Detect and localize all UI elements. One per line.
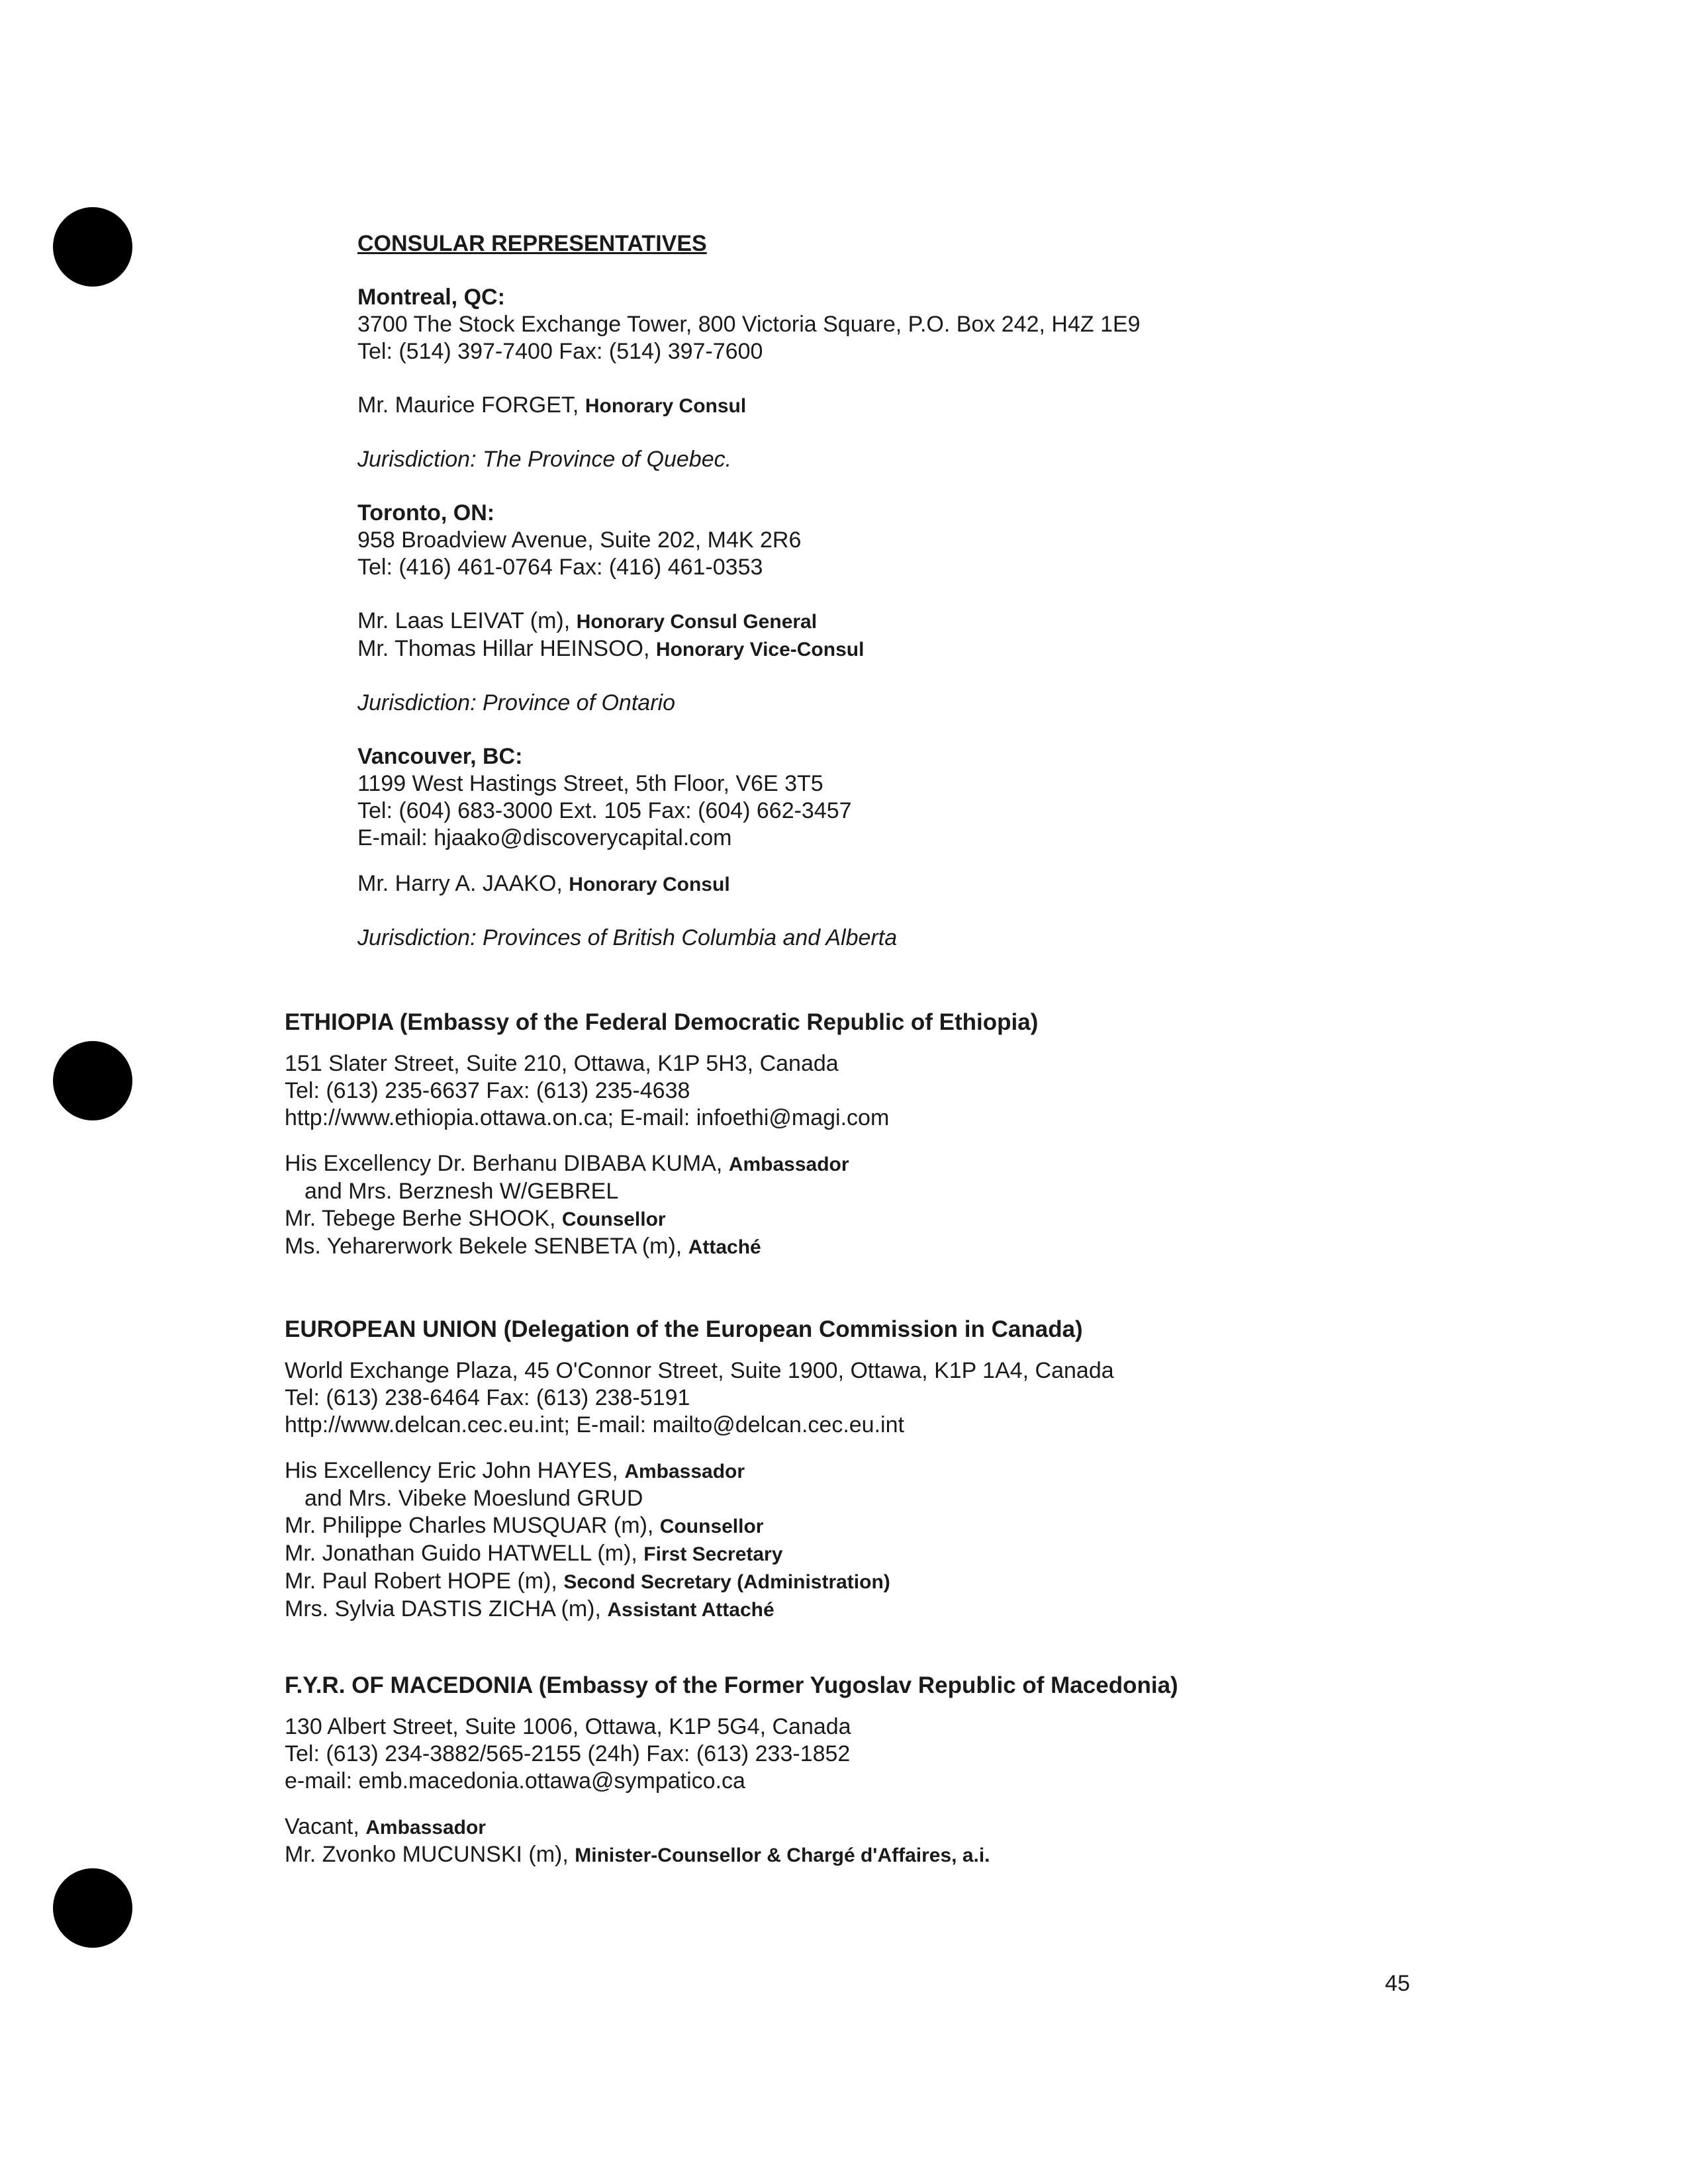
person-entry <box>285 1596 1609 1623</box>
person-name: Mr. Zvonko MUCUNSKI (m), <box>285 1842 569 1867</box>
person-entry <box>285 1540 1609 1568</box>
binder-hole <box>53 1868 132 1948</box>
binder-hole <box>53 1041 132 1120</box>
person-title: Honorary Vice-Consul <box>655 639 865 660</box>
person-entry <box>357 608 1615 635</box>
person-title: Counsellor <box>659 1516 764 1537</box>
person-entry <box>285 1150 1609 1178</box>
person-entry <box>285 1178 1609 1205</box>
org-address: 130 Albert Street, Suite 1006, Ottawa, K1P 5G4, Canada <box>285 1714 851 1739</box>
org-web: e-mail: emb.macedonia.ottawa@sympatico.ca <box>285 1768 745 1794</box>
person-title: Honorary Consul <box>569 874 730 895</box>
page-number: 45 <box>1385 1971 1410 1996</box>
person-name: Mr. Paul Robert HOPE (m), <box>285 1569 557 1594</box>
office-phone: Tel: (416) 461-0764 Fax: (416) 461-0353 <box>357 555 763 580</box>
org-description: (Embassy of the Former Yugoslav Republic of Macedonia) <box>538 1672 1178 1698</box>
person-entry <box>285 1841 1609 1869</box>
office-city: Montreal, QC: <box>357 285 505 310</box>
org-title <box>285 1316 1609 1343</box>
person-name: Mr. Laas LEIVAT (m), <box>357 608 571 633</box>
office-phone: Tel: (604) 683-3000 Ext. 105 Fax: (604) 662-3457 <box>357 798 852 823</box>
office-address: 958 Broadview Avenue, Suite 202, M4K 2R6 <box>357 527 802 553</box>
org-address: World Exchange Plaza, 45 O'Connor Street, Suite 1900, Ottawa, K1P 1A4, Canada <box>285 1358 1114 1383</box>
person-title: Honorary Consul General <box>576 611 818 633</box>
person-title: Ambassador <box>728 1154 849 1175</box>
person-title: First Secretary <box>643 1543 783 1565</box>
person-entry <box>285 1512 1609 1540</box>
org-phone: Tel: (613) 238-6464 Fax: (613) 238-5191 <box>285 1385 690 1410</box>
org-web: http://www.delcan.cec.eu.int; E-mail: mailto@delcan.cec.eu.int <box>285 1412 904 1437</box>
person-title: Ambassador <box>624 1461 745 1482</box>
person-title: Ambassador <box>365 1817 486 1839</box>
consular-section <box>357 230 1615 952</box>
person-name: Mr. Maurice FORGET, <box>357 392 579 418</box>
person-entry <box>285 1568 1609 1596</box>
office-jurisdiction: Jurisdiction: The Province of Quebec. <box>357 447 732 472</box>
org-phone: Tel: (613) 235-6637 Fax: (613) 235-4638 <box>285 1078 690 1103</box>
person-title: Honorary Consul <box>585 395 747 417</box>
person-name: Ms. Yeharerwork Bekele SENBETA (m), <box>285 1234 682 1259</box>
person-name: Mr. Harry A. JAAKO, <box>357 871 563 896</box>
person-entry <box>357 392 1615 420</box>
office-jurisdiction: Jurisdiction: Provinces of British Columbia and Alberta <box>357 925 898 950</box>
person-name: Mr. Jonathan Guido HATWELL (m), <box>285 1541 637 1566</box>
org-web: http://www.ethiopia.ottawa.on.ca; E-mail: infoethi@magi.com <box>285 1105 890 1130</box>
org-title <box>285 1672 1609 1699</box>
person-name: Mrs. Sylvia DASTIS ZICHA (m), <box>285 1596 601 1621</box>
org-name: F.Y.R. OF MACEDONIA <box>285 1672 532 1698</box>
person-entry <box>285 1457 1609 1485</box>
person-entry <box>357 870 1615 898</box>
person-name: Mr. Philippe Charles MUSQUAR (m), <box>285 1513 654 1538</box>
person-title: Assistant Attaché <box>607 1599 774 1621</box>
person-entry <box>285 1233 1609 1261</box>
office-phone: Tel: (514) 397-7400 Fax: (514) 397-7600 <box>357 339 763 364</box>
org-title <box>285 1009 1609 1036</box>
person-name: and Mrs. Berznesh W/GEBREL <box>305 1179 619 1204</box>
office-email: E-mail: hjaako@discoverycapital.com <box>357 825 732 850</box>
org-name: ETHIOPIA <box>285 1009 393 1035</box>
binder-hole <box>53 207 132 287</box>
person-name: and Mrs. Vibeke Moeslund GRUD <box>305 1486 643 1511</box>
person-name: His Excellency Eric John HAYES, <box>285 1458 618 1483</box>
office-montreal <box>357 284 1615 473</box>
office-city: Vancouver, BC: <box>357 744 523 769</box>
office-jurisdiction: Jurisdiction: Province of Ontario <box>357 690 675 715</box>
person-name: Mr. Thomas Hillar HEINSOO, <box>357 636 650 661</box>
person-entry <box>357 635 1615 663</box>
org-description: (Delegation of the European Commission in Canada) <box>503 1316 1083 1342</box>
person-title: Counsellor <box>561 1208 666 1230</box>
org-description: (Embassy of the Federal Democratic Republic of Ethiopia) <box>399 1009 1039 1035</box>
person-title: Attaché <box>688 1236 761 1258</box>
org-name: EUROPEAN UNION <box>285 1316 497 1342</box>
org-address: 151 Slater Street, Suite 210, Ottawa, K1P 5H3, Canada <box>285 1051 839 1076</box>
section-heading: CONSULAR REPRESENTATIVES <box>357 231 707 256</box>
person-name: His Excellency Dr. Berhanu DIBABA KUMA, <box>285 1151 723 1176</box>
org-entry-ethiopia <box>285 1009 1609 1261</box>
person-entry <box>285 1813 1609 1841</box>
office-toronto <box>357 500 1615 717</box>
org-entry-macedonia <box>285 1672 1609 1869</box>
person-title: Second Secretary (Administration) <box>563 1571 890 1593</box>
person-entry <box>285 1485 1609 1512</box>
person-name: Vacant, <box>285 1814 359 1839</box>
person-title: Minister-Counsellor & Chargé d'Affaires, a.i. <box>575 1844 990 1866</box>
org-phone: Tel: (613) 234-3882/565-2155 (24h) Fax: (613) 233-1852 <box>285 1741 851 1766</box>
office-vancouver <box>357 743 1615 952</box>
person-entry <box>285 1205 1609 1233</box>
office-address: 3700 The Stock Exchange Tower, 800 Victoria Square, P.O. Box 242, H4Z 1E9 <box>357 312 1141 337</box>
office-address: 1199 West Hastings Street, 5th Floor, V6E 3T5 <box>357 771 823 796</box>
office-city: Toronto, ON: <box>357 500 495 525</box>
org-entry-european-union <box>285 1316 1609 1623</box>
person-name: Mr. Tebege Berhe SHOOK, <box>285 1206 556 1231</box>
